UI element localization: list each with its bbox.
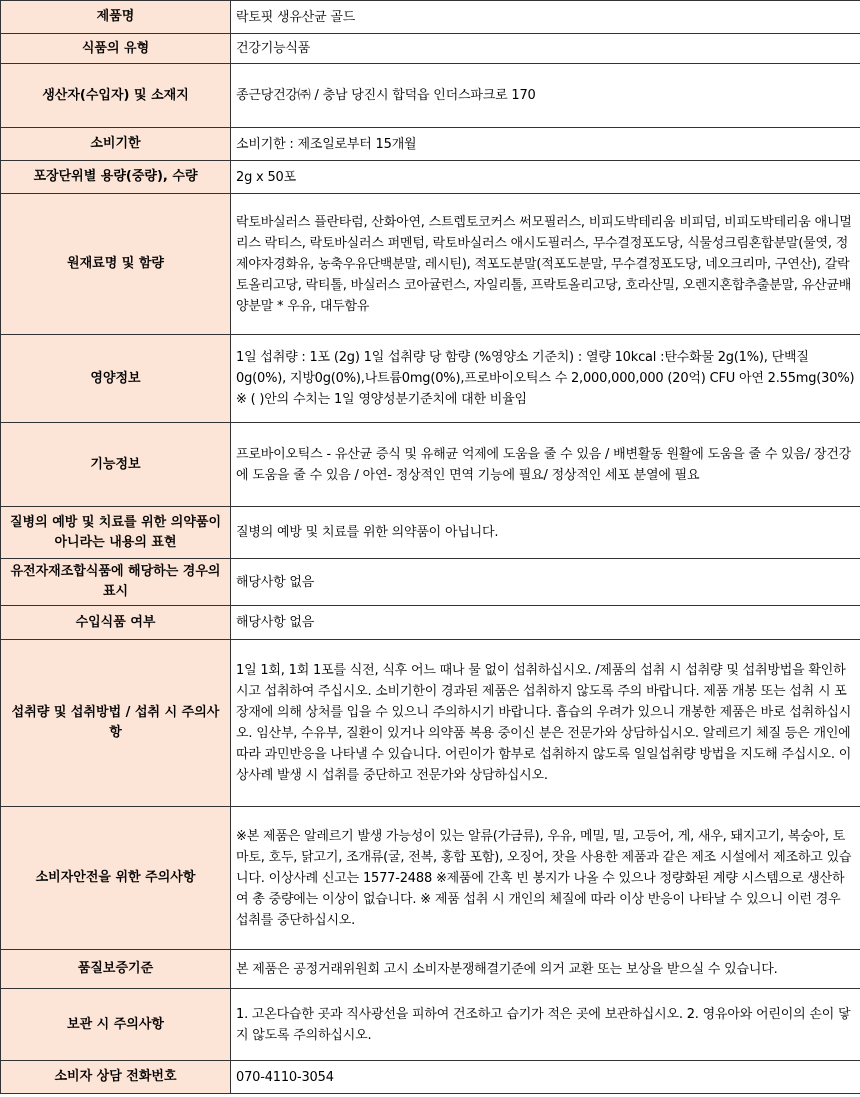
row-value: 해당사항 없음 bbox=[231, 559, 860, 606]
table-row bbox=[1, 989, 860, 1061]
table-row bbox=[1, 34, 860, 64]
row-label: 식품의 유형 bbox=[1, 34, 231, 64]
row-value: 질병의 예방 및 치료를 위한 의약품이 아닙니다. bbox=[231, 507, 860, 559]
row-value: 락토핏 생유산균 골드 bbox=[231, 1, 860, 34]
table-row bbox=[1, 1, 860, 34]
table-row bbox=[1, 335, 860, 423]
row-value: 건강기능식품 bbox=[231, 34, 860, 64]
row-label: 원재료명 및 함량 bbox=[1, 194, 231, 335]
row-label: 품질보증기준 bbox=[1, 950, 231, 989]
table-row bbox=[1, 194, 860, 335]
table-row bbox=[1, 161, 860, 194]
row-value: 소비기한 : 제조일로부터 15개월 bbox=[231, 128, 860, 161]
row-value: 프로바이오틱스 - 유산균 증식 및 유해균 억제에 도움을 줄 수 있음 / 배변활동 원활에 도움을 줄 수 있음/ 장건강에 도움을 줄 수 있음 / 아연- 정상적인 면역 기능에 필요/ 정상적인 세포 분열에 필요 bbox=[231, 423, 860, 507]
table-row bbox=[1, 507, 860, 559]
row-value: 1일 섭취량 : 1포 (2g) 1일 섭취량 당 함량 (%영양소 기준치) : 열량 10kcal :탄수화물 2g(1%), 단백질0g(0%), 지방0g(0%),나트륨0mg(0%),프로바이오틱스 수 2,000,000,000 (20억) CFU 아연 2.55mg(30%) ※ ( )안의 수치는 1일 영양성분기준치에 대한 비율임 bbox=[231, 335, 860, 423]
table-row bbox=[1, 64, 860, 128]
row-value: 종근당건강㈜ / 충남 당진시 합덕읍 인더스파크로 170 bbox=[231, 64, 860, 128]
row-value: ※본 제품은 알레르기 발생 가능성이 있는 알류(가금류), 우유, 메밀, 밀, 고등어, 게, 새우, 돼지고기, 복숭아, 토마토, 호두, 닭고기, 조개류(굴, 전복, 홍합 포함), 오징어, 잣을 사용한 제품과 같은 제조 시설에서 제조하고 있습니다. 이상사례 신고는 1577-2488 ※제품에 간혹 빈 봉지가 나올 수 있으나 정량화된 계량 시스템으로 생산하여 총 중량에는 이상이 없습니다. ※ 제품 섭취 시 개인의 체질에 따라 이상 반응이 나타날 수 있으니 이런 경우 섭취를 중단하십시오. bbox=[231, 807, 860, 950]
row-value: 해당사항 없음 bbox=[231, 606, 860, 640]
row-label: 수입식품 여부 bbox=[1, 606, 231, 640]
table-row bbox=[1, 606, 860, 640]
row-label: 보관 시 주의사항 bbox=[1, 989, 231, 1061]
row-label: 기능정보 bbox=[1, 423, 231, 507]
row-label: 소비기한 bbox=[1, 128, 231, 161]
row-value: 1. 고온다습한 곳과 직사광선을 피하여 건조하고 습기가 적은 곳에 보관하십시오. 2. 영유아와 어린이의 손이 닿지 않도록 주의하십시오. bbox=[231, 989, 860, 1061]
row-label: 제품명 bbox=[1, 1, 231, 34]
row-label: 포장단위별 용량(중량), 수량 bbox=[1, 161, 231, 194]
row-value: 1일 1회, 1회 1포를 식전, 식후 어느 때나 물 없이 섭취하십시오. /제품의 섭취 시 섭취량 및 섭취방법을 확인하시고 섭취하여 주십시오. 소비기한이 경과된 제품은 섭취하지 않도록 주의 바랍니다. 제품 개봉 또는 섭취 시 포장재에 의해 상처를 입을 수 있으니 주의하시기 바랍니다. 흡습의 우려가 있으니 개봉한 제품은 바로 섭취하십시오. 임산부, 수유부, 질환이 있거나 의약품 복용 중이신 분은 전문가와 상담하십시오. 알레르기 체질 등은 개인에 따라 과민반응을 나타낼 수 있습니다. 어린이가 함부로 섭취하지 않도록 일일섭취량 방법을 지도해 주십시오. 이상사례 발생 시 섭취를 중단하고 전문가와 상담하십시오. bbox=[231, 640, 860, 807]
table-row bbox=[1, 1061, 860, 1094]
table-row bbox=[1, 128, 860, 161]
row-label: 유전자재조합식품에 해당하는 경우의 표시 bbox=[1, 559, 231, 606]
table-row bbox=[1, 559, 860, 606]
table-row bbox=[1, 423, 860, 507]
row-value: 본 제품은 공정거래위원회 고시 소비자분쟁해결기준에 의거 교환 또는 보상을 받으실 수 있습니다. bbox=[231, 950, 860, 989]
row-value: 070-4110-3054 bbox=[231, 1061, 860, 1094]
row-label: 질병의 예방 및 치료를 위한 의약품이 아니라는 내용의 표현 bbox=[1, 507, 231, 559]
row-value: 락토바실러스 플란타럼, 산화아연, 스트렙토코커스 써모필러스, 비피도박테리움 비피덤, 비피도박테리움 애니멀리스 락티스, 락토바실러스 퍼멘텀, 락토바실러스 애시도필러스, 무수결정포도당, 식물성크림혼합분말(물엿, 정제야자경화유, 농축우유단백분말, 레시틴), 적포도분말(적포도분말, 무수결정포도당, 네오크리마, 구연산), 갈락토올리고당, 락티톨, 바실러스 코아귤런스, 자일리톨, 프락토올리고당, 호라산밀, 오렌지혼합추출분말, 유산균배양분말 * 우유, 대두함유 bbox=[231, 194, 860, 335]
row-label: 소비자안전을 위한 주의사항 bbox=[1, 807, 231, 950]
row-label: 영양정보 bbox=[1, 335, 231, 423]
row-label: 섭취량 및 섭취방법 / 섭취 시 주의사항 bbox=[1, 640, 231, 807]
table-row bbox=[1, 807, 860, 950]
table-row bbox=[1, 640, 860, 807]
row-label: 생산자(수입자) 및 소재지 bbox=[1, 64, 231, 128]
table-row bbox=[1, 950, 860, 989]
row-value: 2g x 50포 bbox=[231, 161, 860, 194]
row-label: 소비자 상담 전화번호 bbox=[1, 1061, 231, 1094]
